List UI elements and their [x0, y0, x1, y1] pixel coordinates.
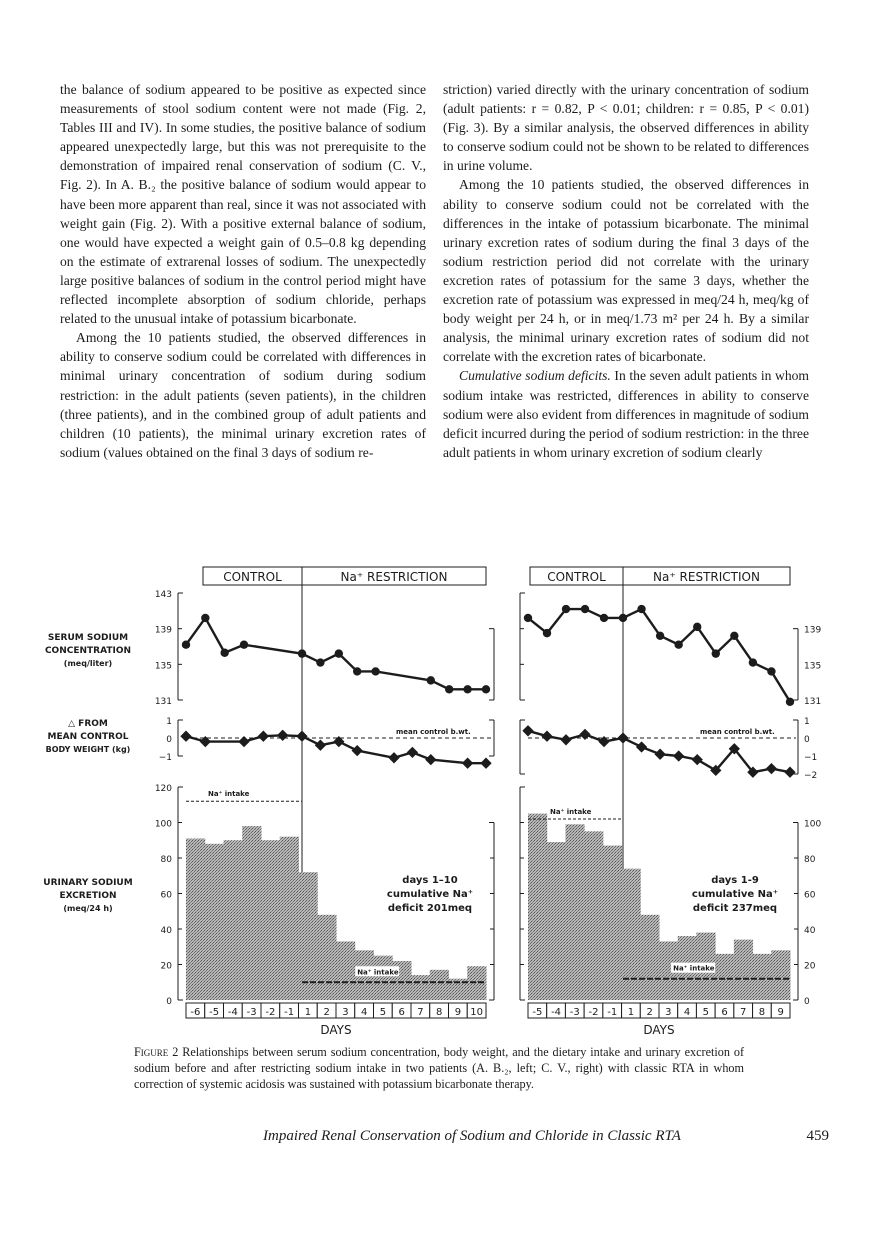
day-label: 8	[435, 1007, 443, 1018]
mean-control-bw-label: mean control b.wt.	[396, 728, 471, 736]
urinary-bar	[547, 842, 566, 1000]
y-tick-label: 100	[154, 819, 172, 830]
y-tick-label: 139	[154, 625, 172, 636]
row-label: (meq/24 h)	[63, 904, 113, 913]
weight-point	[522, 725, 533, 736]
serum-point	[656, 632, 664, 640]
weight-point	[258, 731, 269, 742]
urinary-bar	[205, 844, 224, 1000]
day-label: -4	[551, 1007, 562, 1018]
y-tick-label: 80	[804, 855, 816, 865]
day-label: 4	[360, 1007, 368, 1018]
day-label: 5	[379, 1007, 387, 1018]
urinary-bar	[242, 826, 261, 1000]
urinary-bar	[603, 846, 622, 1000]
urinary-bar	[734, 940, 753, 1000]
day-label: -4	[227, 1007, 238, 1018]
day-label: -5	[532, 1007, 543, 1018]
page-number: 459	[806, 1128, 829, 1144]
left-text-column	[60, 80, 426, 462]
weight-point	[180, 731, 191, 742]
right-text-column	[443, 80, 809, 462]
weight-point	[579, 729, 590, 740]
y-tick-label: 131	[804, 697, 822, 707]
urinary-bar	[771, 950, 790, 1000]
weight-point	[462, 758, 473, 769]
y-tick-label: 135	[154, 661, 172, 672]
day-label: 4	[683, 1007, 691, 1018]
intake-label: Na⁺ intake	[357, 968, 399, 977]
urinary-bar	[622, 869, 641, 1000]
intake-label: Na⁺ intake	[550, 807, 592, 816]
weight-point	[673, 750, 684, 761]
weight-point	[766, 763, 777, 774]
day-label: 2	[646, 1007, 653, 1018]
row-label: SERUM SODIUM	[47, 633, 129, 643]
day-label: -2	[588, 1007, 599, 1018]
figure-2-chart	[0, 560, 890, 1040]
serum-point	[674, 641, 682, 649]
caption-text: Relationships between serum sodium concentration, body weight, and the dietary intake and urinary excretion of sodium before and after restricting sodium intake in two patients (A. B.₂, left; C. V., right) with classic RTA in whom correction of systemic acidosis was sustained with potassium bicarbonate therapy.	[134, 1045, 744, 1091]
urinary-bar	[336, 941, 355, 1000]
day-label: 2	[323, 1007, 330, 1018]
y-tick-label: 0	[166, 735, 172, 745]
day-label: 7	[417, 1007, 424, 1018]
day-label: 9	[777, 1007, 784, 1018]
serum-point	[316, 658, 324, 666]
urinary-bar	[317, 915, 336, 1000]
y-tick-label: 0	[804, 997, 810, 1007]
day-label: 9	[454, 1007, 462, 1018]
control-period-label: CONTROL	[547, 570, 606, 584]
y-tick-label: 40	[804, 926, 816, 936]
urinary-bar	[584, 831, 603, 1000]
paragraph: Among the 10 patients studied, the observed differences in ability to conserve sodium could be correlated with differences in minimal urinary concentration of sodium during sodium restriction: in the adult patients (seven patients), in the children (three patients), and in the combined group of adult patients and children (10 patients), the minimal urinary excretion rates of sodium (values obtained on the final 3 days of sodium re-	[60, 330, 426, 460]
urinary-bar	[640, 915, 659, 1000]
weight-point	[617, 732, 628, 743]
cumulative-deficit-note: deficit 201meq	[387, 903, 473, 914]
urinary-bar	[224, 840, 243, 1000]
urinary-bar	[299, 872, 318, 1000]
serum-point	[482, 685, 490, 693]
paragraph: Among the 10 patients studied, the observed differences in ability to conserve sodium could not be correlated with the differences in the intake of potassium bicarbonate. The minimal urinary excretion rates of sodium during the final 3 days of the sodium restriction period did not correlate with the urinary excretion rates of potassium for the same 3 days, whether the excretion rate of potassium was expressed in meq/24 h, meq/kg of body weight per 24 h, or in meq/1.73 m² per 24 h. By a similar analysis, the minimal urinary excretion rates of sodium did not correlate with the excretion rates of bicarbonate.	[443, 177, 809, 365]
serum-point	[712, 649, 720, 657]
urinary-bar	[715, 954, 734, 1000]
cumulative-deficit-note: deficit 237meq	[692, 903, 778, 914]
weight-point	[560, 734, 571, 745]
weight-point	[692, 754, 703, 765]
serum-point	[619, 614, 627, 622]
urinary-bar	[528, 814, 547, 1000]
page-footer	[263, 1128, 829, 1145]
cumulative-deficit-note: cumulative Na⁺	[386, 889, 474, 900]
day-label: -6	[190, 1007, 201, 1018]
weight-point	[388, 752, 399, 763]
cumulative-deficit-note: days 1-9	[711, 875, 759, 886]
y-tick-label: 131	[154, 697, 172, 707]
weight-point	[277, 730, 288, 741]
day-label: 8	[758, 1007, 766, 1018]
intake-label: Na⁺ intake	[673, 964, 715, 973]
serum-point	[637, 605, 645, 613]
y-tick-label: 80	[160, 855, 172, 865]
row-label: EXCRETION	[59, 891, 117, 901]
urinary-bar	[374, 956, 393, 1000]
day-label: 10	[470, 1007, 483, 1018]
restriction-period-label: Na⁺ RESTRICTION	[340, 570, 448, 584]
urinary-bar	[430, 970, 449, 1000]
weight-point	[352, 745, 363, 756]
y-tick-label: 120	[154, 784, 172, 794]
serum-point	[445, 685, 453, 693]
y-tick-label: 60	[804, 890, 816, 901]
y-tick-label: 20	[160, 961, 172, 972]
row-label: BODY WEIGHT (kg)	[45, 745, 131, 754]
weight-point	[784, 767, 795, 778]
figure-2	[0, 560, 890, 1040]
paragraph: the balance of sodium appeared to be positive as expected since measurements of stool sodium content were not made (Fig. 2, Tables III and IV). In some studies, the positive balance of sodium appeared unexpectedly large, but this was not prerequisite to the demonstration of impaired renal conservation of sodium (C. V., Fig. 2). In A. B.₂ the positive balance of sodium would appear to have been more apparent than real, since it was not associated with weight gain (Fig. 2). With a positive external balance of sodium, one would have expected a weight gain of 0.5–0.8 kg depending on the estimate of extrarenal losses of sodium. The unexpectedly large positive balances of sodium in the control period might have reflected incomplete absorption of sodium chloride, perhaps related to the unusual intake of potassium bicarbonate.	[60, 82, 426, 327]
serum-point	[786, 698, 794, 706]
weight-point	[425, 754, 436, 765]
serum-point	[749, 658, 757, 666]
figure-label: Figure 2	[134, 1045, 179, 1059]
serum-point	[298, 649, 306, 657]
day-label: -3	[246, 1007, 257, 1018]
urinary-bar	[753, 954, 772, 1000]
serum-point	[581, 605, 589, 613]
figure-caption	[134, 1045, 744, 1092]
mean-control-bw-label: mean control b.wt.	[700, 728, 775, 736]
serum-point	[371, 667, 379, 675]
weight-point	[315, 740, 326, 751]
weight-point	[407, 747, 418, 758]
day-label: -1	[607, 1007, 618, 1018]
y-tick-label: −2	[804, 771, 818, 781]
weight-point	[296, 731, 307, 742]
days-axis-label: DAYS	[320, 1023, 352, 1037]
y-tick-label: 1	[166, 717, 172, 727]
y-tick-label: 40	[160, 926, 172, 936]
day-label: 1	[304, 1007, 312, 1018]
serum-point	[220, 649, 228, 657]
day-label: -1	[284, 1007, 295, 1018]
row-label: URINARY SODIUM	[43, 878, 133, 888]
y-tick-label: 0	[166, 997, 172, 1007]
weight-point	[480, 758, 491, 769]
y-tick-label: −1	[158, 753, 172, 763]
y-tick-label: 100	[804, 819, 822, 830]
cumulative-deficit-note: cumulative Na⁺	[691, 889, 779, 900]
urinary-bar	[280, 837, 299, 1000]
serum-point	[730, 632, 738, 640]
serum-point	[353, 667, 361, 675]
weight-point	[636, 741, 647, 752]
y-tick-label: −1	[804, 753, 818, 763]
serum-point	[201, 614, 209, 622]
y-tick-label: 0	[804, 735, 810, 745]
day-label: -3	[569, 1007, 580, 1018]
intake-label: Na⁺ intake	[208, 790, 250, 799]
day-label: 6	[398, 1007, 405, 1018]
day-label: 5	[702, 1007, 709, 1018]
y-tick-label: 60	[160, 890, 172, 901]
section-text: In the seven adult patients in whom sodium intake was restricted, differences in ability to conserve sodium were also evident from differences in magnitude of sodium deficit incurred during the period of sodium restriction: in the three adult patients in whom urinary excretion of sodium clearly	[443, 368, 809, 460]
y-tick-label: 1	[804, 717, 810, 727]
paragraph: striction) varied directly with the urinary concentration of sodium (adult patients: r = 0.82, P < 0.01; children: r = 0.85, P < 0.01) (Fig. 3). By a similar analysis, the observed differences in ability to conserve sodium could not be shown to be related to differences in urine volume.	[443, 82, 809, 174]
serum-point	[767, 667, 775, 675]
cumulative-deficit-note: days 1–10	[402, 875, 458, 886]
day-label: 6	[721, 1007, 728, 1018]
serum-point	[562, 605, 570, 613]
urinary-bar	[261, 840, 280, 1000]
row-label: MEAN CONTROL	[47, 732, 129, 742]
urinary-bar	[565, 824, 584, 1000]
day-label: -2	[265, 1007, 276, 1018]
weight-point	[238, 736, 249, 747]
weight-point	[541, 731, 552, 742]
y-tick-label: 20	[804, 961, 816, 972]
urinary-bar	[186, 838, 205, 1000]
days-axis-label: DAYS	[643, 1023, 675, 1037]
serum-point	[693, 623, 701, 631]
row-label: (meq/liter)	[63, 659, 113, 668]
y-tick-label: 139	[804, 625, 822, 636]
y-tick-label: 135	[804, 661, 822, 672]
serum-line	[528, 609, 790, 702]
serum-point	[182, 641, 190, 649]
running-title: Impaired Renal Conservation of Sodium and Chloride in Classic RTA	[263, 1128, 681, 1144]
serum-point	[543, 629, 551, 637]
restriction-period-label: Na⁺ RESTRICTION	[653, 570, 760, 584]
serum-point	[463, 685, 471, 693]
weight-point	[654, 749, 665, 760]
urinary-bar	[411, 975, 430, 1000]
row-label: △ FROM	[68, 719, 108, 729]
y-tick-label: 143	[154, 590, 172, 600]
serum-point	[240, 641, 248, 649]
serum-point	[524, 614, 532, 622]
paragraph-section	[443, 366, 809, 461]
serum-point	[600, 614, 608, 622]
day-label: 1	[627, 1007, 635, 1018]
day-label: 7	[740, 1007, 747, 1018]
serum-point	[335, 649, 343, 657]
row-label: CONCENTRATION	[44, 646, 132, 656]
day-label: -5	[209, 1007, 220, 1018]
serum-point	[427, 676, 435, 684]
control-period-label: CONTROL	[223, 570, 282, 584]
day-label: 3	[342, 1007, 349, 1018]
section-heading: Cumulative sodium deficits.	[459, 368, 611, 384]
day-label: 3	[665, 1007, 672, 1018]
